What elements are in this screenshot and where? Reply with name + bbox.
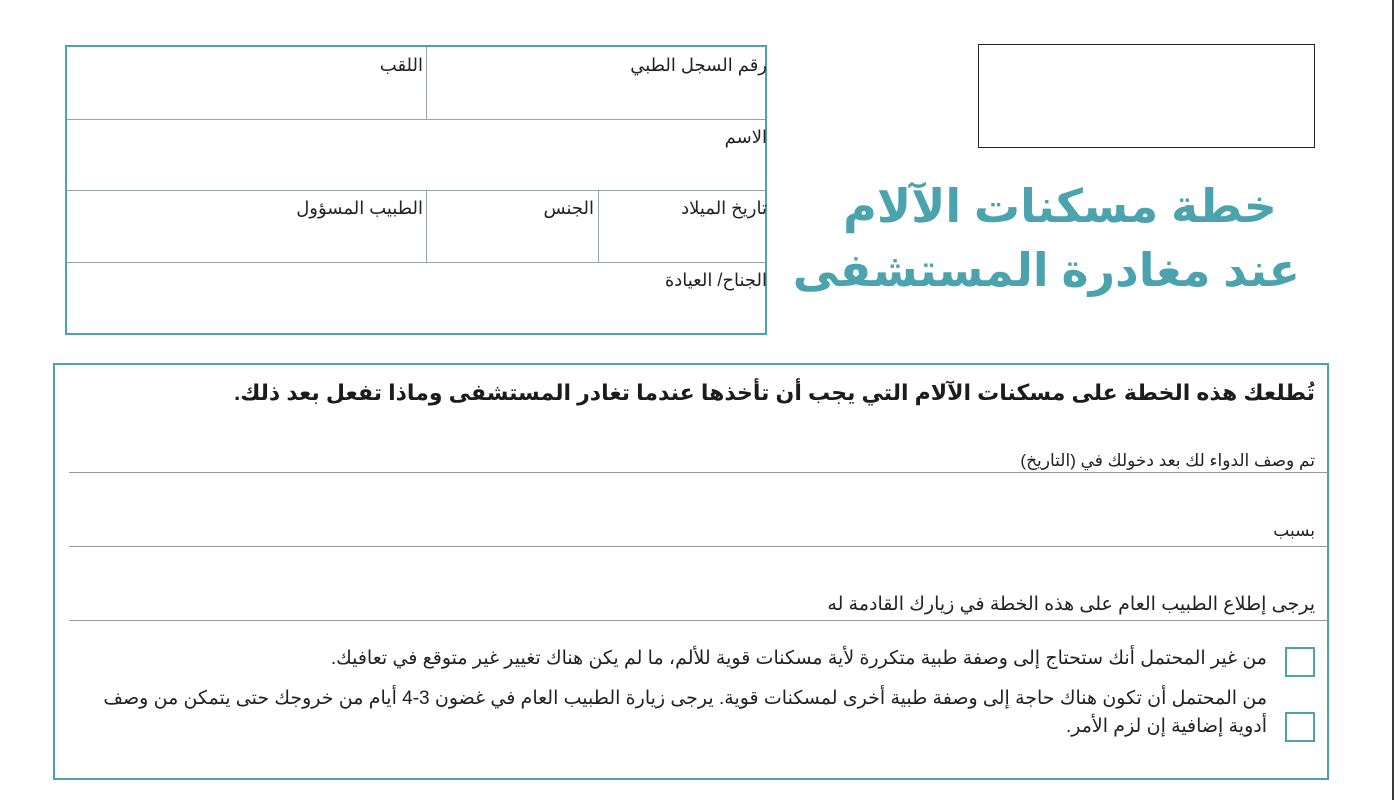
cell-divider xyxy=(426,190,427,262)
prescribed-date-input-line[interactable] xyxy=(69,472,1327,473)
cell-divider xyxy=(426,47,427,119)
prescribed-date-label: تم وصف الدواء لك بعد دخولك في (التاريخ) xyxy=(1020,451,1315,470)
intro-text: تُطلعك هذه الخطة على مسكنات الآلام التي يجب أن تأخذها عندما تغادر المستشفى وماذا تفعل بعد ذلك. xyxy=(234,380,1315,405)
patient-row-1 xyxy=(67,47,765,120)
discharge-plan-box xyxy=(53,363,1329,780)
option-row-2 xyxy=(85,685,1315,749)
patient-row-3 xyxy=(67,190,765,263)
option-2-text: من المحتمل أن تكون هناك حاجة إلى وصفة طبية أخرى لمسكنات قوية. يرجى زيارة الطبيب العام في غضون 3-4 أيام من خروجك حتى يتمكن من وصف أدوية إضافية إن لزم الأمر. xyxy=(103,688,1267,737)
birth-date-label: تاريخ الميلاد xyxy=(681,198,767,218)
option-1-text: من غير المحتمل أنك ستحتاج إلى وصفة طبية متكررة لأية مسكنات قوية للألم، ما لم يكن هناك تغيير غير متوقع في تعافيك. xyxy=(330,648,1267,669)
patient-row-4 xyxy=(67,262,765,335)
name-field[interactable] xyxy=(67,119,767,190)
gp-notice-text: يرجى إطلاع الطبيب العام على هذه الخطة في زيارك القادمة له xyxy=(827,594,1315,615)
ward-label: الجناح/ العيادة xyxy=(664,270,767,290)
gp-notice-divider xyxy=(69,620,1327,621)
consultant-field[interactable] xyxy=(67,190,423,262)
record-number-field[interactable] xyxy=(427,47,767,119)
gender-label: الجنس xyxy=(543,198,594,218)
option-1-checkbox[interactable] xyxy=(1285,647,1315,677)
consultant-label: الطبيب المسؤول xyxy=(296,198,423,218)
name-label: الاسم xyxy=(724,127,767,147)
ward-field[interactable] xyxy=(67,262,767,335)
option-2-checkbox[interactable] xyxy=(1285,712,1315,742)
page-edge-divider xyxy=(1392,0,1394,800)
surname-label: اللقب xyxy=(379,55,423,75)
surname-field[interactable] xyxy=(67,47,423,119)
option-row-1 xyxy=(85,645,1315,681)
patient-details-box xyxy=(65,45,767,335)
logo-placeholder xyxy=(978,44,1315,148)
title-line-1: خطة مسكنات الآلام xyxy=(843,180,1277,232)
document-title xyxy=(792,174,1300,302)
patient-row-2 xyxy=(67,119,765,191)
reason-label: بسبب xyxy=(1273,521,1315,540)
title-line-2: عند مغادرة المستشفى xyxy=(792,244,1300,296)
gender-field[interactable] xyxy=(427,190,594,262)
birth-date-field[interactable] xyxy=(599,190,767,262)
cell-divider xyxy=(598,190,599,262)
record-number-label: رقم السجل الطبي xyxy=(630,55,767,75)
reason-input-line[interactable] xyxy=(69,546,1327,547)
